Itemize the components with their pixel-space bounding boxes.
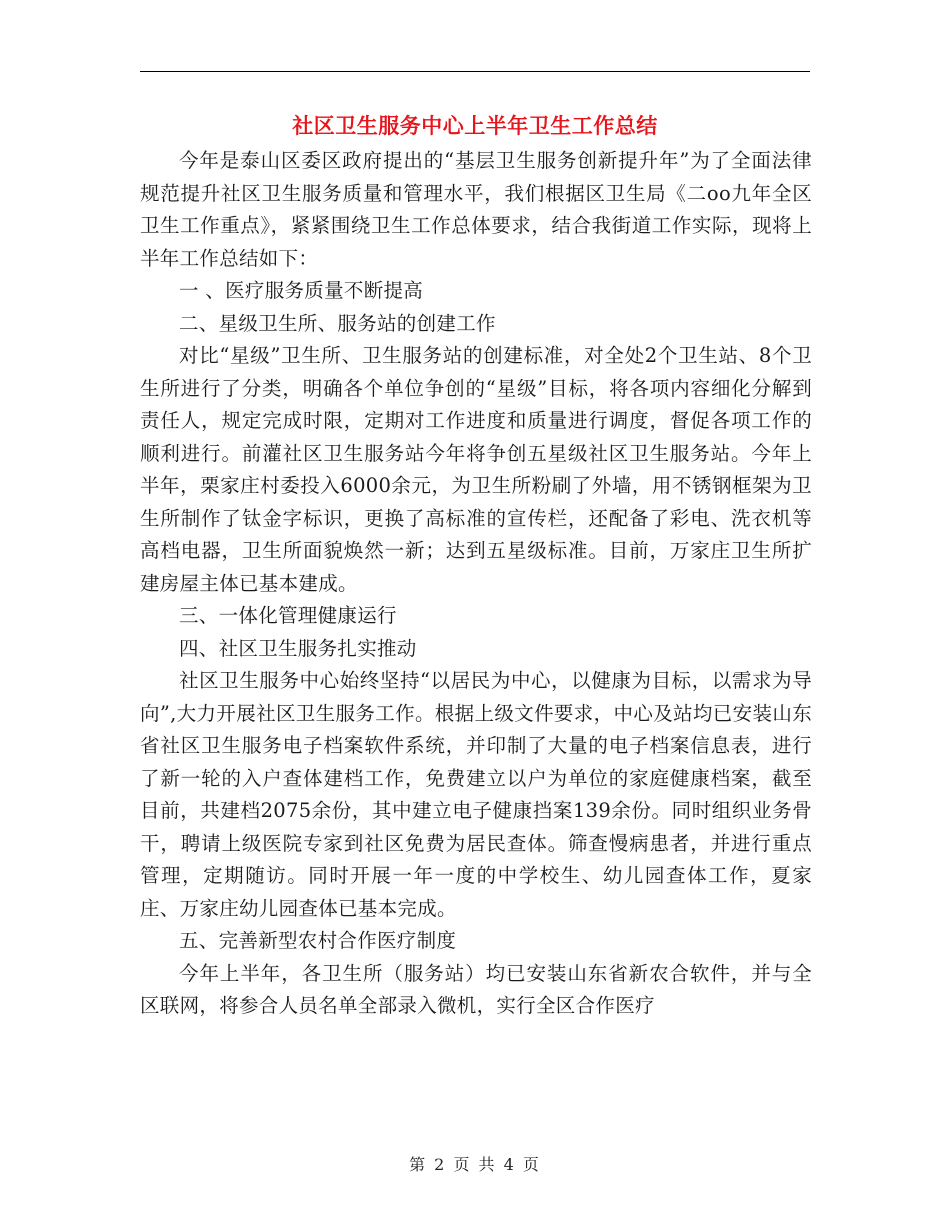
document-body: [140, 145, 812, 1023]
heading-section-4: 四、社区卫生服务扎实推动: [179, 636, 417, 660]
heading-section-5: 五、完善新型农村合作医疗制度: [179, 929, 457, 952]
heading-section-2: 二、星级卫生所、服务站的创建工作: [179, 311, 496, 335]
paragraph-section-5: 今年上半年，各卫生所（服务站）均已安装山东省新农合软件，并与全区联网，将参合人员名单全部录入微机，实行全区合作医疗: [140, 961, 812, 1017]
header-rule: [140, 71, 810, 72]
page-number-footer: 第 2 页 共 4 页: [409, 1155, 541, 1174]
heading-section-1: 一 、医疗服务质量不断提高: [179, 279, 424, 302]
heading-section-3: 三、一体化管理健康运行: [179, 604, 397, 627]
paragraph-intro: 今年是泰山区委区政府提出的“基层卫生服务创新提升年”为了全面法律规范提升社区卫生服务质量和管理水平，我们根据区卫生局《二oo九年全区卫生工作重点》，紧紧围绕卫生工作总体要求，结合我街道工作实际，现将上半年工作总结如下：: [140, 149, 812, 270]
paragraph-section-2: 对比“星级”卫生所、卫生服务站的创建标准，对全处2个卫生站、8个卫生所进行了分类，明确各个单位争创的“星级”目标，将各项内容细化分解到责任人，规定完成时限，定期对工作进度和质量进行调度，督促各项工作的顺利进行。前灌社区卫生服务站今年将争创五星级社区卫生服务站。今年上半年，栗家庄村委投入6000余元，为卫生所粉刷了外墙，用不锈钢框架为卫生所制作了钛金字标识，更换了高标准的宣传栏，还配备了彩电、洗衣机等高档电器，卫生所面貌焕然一新；达到五星级标准。目前，万家庄卫生所扩建房屋主体已基本建成。: [140, 344, 812, 595]
document-title: 社区卫生服务中心上半年卫生工作总结: [292, 114, 658, 138]
paragraph-section-4: 社区卫生服务中心始终坚持“以居民为中心，以健康为目标，以需求为导向”,大力开展社区卫生服务工作。根据上级文件要求，中心及站均已安装山东省社区卫生服务电子档案软件系统，并印制了大量的电子档案信息表，进行了新一轮的入户查体建档工作，免费建立以户为单位的家庭健康档案，截至目前，共建档2075余份，其中建立电子健康挡案139余份。同时组织业务骨干，聘请上级医院专家到社区免费为居民查体。筛查慢病患者，并进行重点管理，定期随访。同时开展一年一度的中学校生、幼儿园查体工作，夏家庄、万家庄幼儿园查体已基本完成。: [140, 669, 812, 920]
